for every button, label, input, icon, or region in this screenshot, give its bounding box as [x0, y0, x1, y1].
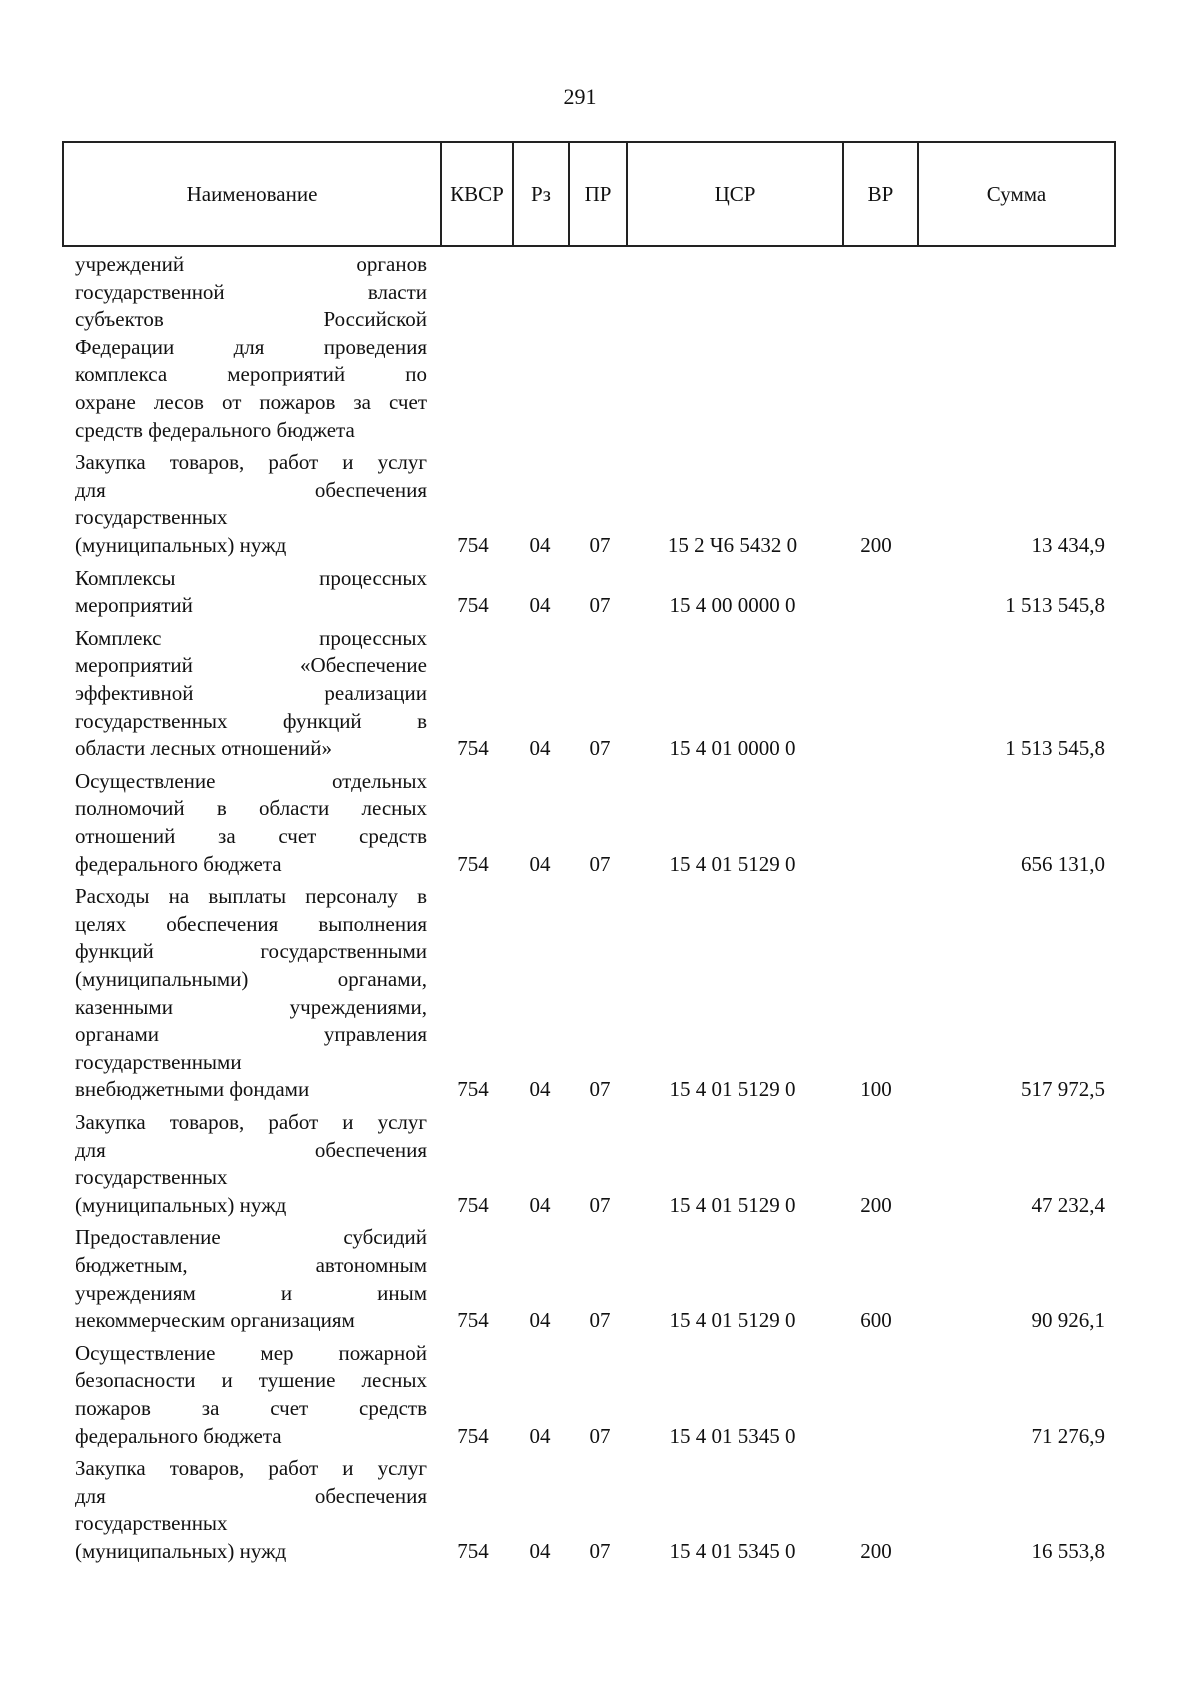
row-name [75, 1340, 427, 1450]
row-name-line: государственных [75, 1511, 228, 1536]
row-name-line: Федерации для проведения [75, 334, 427, 359]
row-name-line: пожаров за счет средств [75, 1395, 427, 1420]
table-row [0, 565, 1200, 620]
cell-rz: 04 [529, 532, 551, 557]
cell-sum: 13 434,9 [1031, 532, 1105, 557]
cell-csr [630, 417, 835, 445]
row-name-line: учреждений органов [75, 252, 427, 276]
cell-vr: 200 [860, 1538, 892, 1563]
row-name-line: Закупка товаров, работ и услуг [75, 450, 427, 475]
cell-pr: 07 [589, 593, 611, 618]
cell-csr: 15 4 01 5129 0 [669, 1308, 796, 1333]
row-name-line: функций государственными [75, 939, 427, 964]
row-name-line: комплекса мероприятий по [75, 362, 427, 387]
cell-vr: 200 [860, 1192, 892, 1217]
table-row [0, 768, 1200, 878]
cell-rz: 04 [529, 1538, 551, 1563]
cell-rz [516, 417, 564, 445]
table-header [62, 141, 1116, 247]
cell-sum: 47 232,4 [1031, 1192, 1105, 1217]
cell-csr: 15 4 01 5129 0 [669, 1077, 796, 1102]
cell-vr [840, 851, 912, 879]
table-row [0, 449, 1200, 559]
row-name-line: безопасности и тушение лесных [75, 1368, 427, 1393]
row-name-line: органами управления [75, 1022, 427, 1047]
cell-sum: 1 513 545,8 [1005, 736, 1105, 761]
cell-sum: 1 513 545,8 [1005, 593, 1105, 618]
cell-pr: 07 [589, 532, 611, 557]
cell-kvsr: 754 [457, 532, 489, 557]
cell-kvsr: 754 [457, 1077, 489, 1102]
cell-kvsr: 754 [457, 1308, 489, 1333]
row-name-line: для обеспечения [75, 1483, 427, 1508]
cell-rz: 04 [529, 736, 551, 761]
cell-vr [840, 592, 912, 620]
cell-rz: 04 [529, 1308, 551, 1333]
row-name-line: федерального бюджета [75, 1423, 282, 1448]
row-name-line: средств федерального бюджета [75, 417, 355, 442]
row-name-line: полномочий в области лесных [75, 796, 427, 821]
cell-csr: 15 4 00 0000 0 [669, 593, 796, 618]
row-name-line: Расходы на выплаты персоналу в [75, 884, 427, 909]
row-name-line: учреждениям и иным [75, 1280, 427, 1305]
row-name-line: для обеспечения [75, 477, 427, 502]
row-name [75, 565, 427, 620]
cell-pr [573, 417, 627, 445]
cell-csr: 15 4 01 0000 0 [669, 736, 796, 761]
table-row [0, 1224, 1200, 1334]
header-pr: ПР [570, 143, 628, 245]
cell-rz: 04 [529, 1192, 551, 1217]
cell-sum [920, 417, 1105, 445]
row-name [75, 625, 427, 763]
row-name-line: Закупка товаров, работ и услуг [75, 1109, 427, 1134]
cell-csr: 15 4 01 5345 0 [669, 1423, 796, 1448]
row-name-line: мероприятий «Обеспечение [75, 653, 427, 678]
cell-sum: 90 926,1 [1031, 1308, 1105, 1333]
cell-sum: 71 276,9 [1031, 1423, 1105, 1448]
row-name-line: государственных функций в [75, 708, 427, 733]
row-name-line: государственных [75, 505, 228, 530]
row-name [75, 251, 427, 444]
row-name-line: некоммерческим организациям [75, 1308, 355, 1333]
cell-kvsr: 754 [457, 1423, 489, 1448]
cell-kvsr: 754 [457, 736, 489, 761]
cell-sum: 656 131,0 [1021, 851, 1105, 876]
header-rz: Рз [514, 143, 570, 245]
table-body [0, 251, 1200, 1571]
cell-csr: 15 4 01 5345 0 [669, 1538, 796, 1563]
cell-rz: 04 [529, 851, 551, 876]
cell-rz: 04 [529, 1423, 551, 1448]
row-name-line: Предоставление субсидий [75, 1225, 427, 1250]
cell-csr: 15 4 01 5129 0 [669, 1192, 796, 1217]
cell-csr: 15 2 Ч6 5432 0 [667, 532, 798, 557]
row-name-line: мероприятий [75, 593, 193, 618]
row-name-line: Комплекс процессных [75, 625, 427, 650]
table-row [0, 625, 1200, 763]
row-name-line: охране лесов от пожаров за счет [75, 389, 427, 414]
cell-vr [840, 735, 912, 763]
row-name [75, 1455, 427, 1565]
row-name-line: государственных [75, 1165, 228, 1190]
cell-pr: 07 [589, 1192, 611, 1217]
table-row [0, 1109, 1200, 1219]
row-name-line: субъектов Российской [75, 307, 427, 332]
cell-vr: 100 [860, 1077, 892, 1102]
header-kvsr: КВСР [442, 143, 514, 245]
row-name-line: Комплексы процессных [75, 565, 427, 590]
row-name-line: (муниципальных) нужд [75, 1538, 287, 1563]
cell-vr: 600 [860, 1308, 892, 1333]
cell-kvsr: 754 [457, 1192, 489, 1217]
header-csr: ЦСР [628, 143, 844, 245]
cell-kvsr: 754 [457, 593, 489, 618]
row-name-line: государственной власти [75, 279, 427, 304]
cell-kvsr: 754 [457, 851, 489, 876]
row-name-line: федерального бюджета [75, 851, 282, 876]
row-name-line: для обеспечения [75, 1137, 427, 1162]
row-name-line: (муниципальных) нужд [75, 532, 287, 557]
row-name-line: Осуществление мер пожарной [75, 1340, 427, 1365]
cell-pr: 07 [589, 1077, 611, 1102]
row-name [75, 449, 427, 559]
row-name-line: (муниципальными) органами, [75, 966, 427, 991]
table-row [0, 1455, 1200, 1565]
row-name-line: отношений за счет средств [75, 823, 427, 848]
cell-kvsr: 754 [457, 1538, 489, 1563]
table-row [0, 1340, 1200, 1450]
row-name-line: Осуществление отдельных [75, 768, 427, 793]
header-name: Наименование [64, 143, 442, 245]
cell-vr [840, 417, 912, 445]
table-row [0, 251, 1200, 444]
cell-rz: 04 [529, 593, 551, 618]
cell-kvsr [447, 417, 499, 445]
cell-csr: 15 4 01 5129 0 [669, 851, 796, 876]
row-name [75, 1224, 427, 1334]
header-vr: ВР [844, 143, 919, 245]
row-name-line: государственными [75, 1049, 242, 1074]
row-name-line: области лесных отношений» [75, 736, 333, 761]
cell-pr: 07 [589, 1423, 611, 1448]
row-name-line: эффективной реализации [75, 680, 427, 705]
header-sum: Сумма [919, 143, 1116, 245]
cell-sum: 16 553,8 [1031, 1538, 1105, 1563]
cell-pr: 07 [589, 851, 611, 876]
table-row [0, 883, 1200, 1104]
cell-sum: 517 972,5 [1021, 1077, 1105, 1102]
cell-vr [840, 1423, 912, 1451]
row-name-line: бюджетным, автономным [75, 1252, 427, 1277]
row-name-line: (муниципальных) нужд [75, 1192, 287, 1217]
row-name [75, 768, 427, 878]
row-name-line: внебюджетными фондами [75, 1077, 310, 1102]
cell-pr: 07 [589, 1538, 611, 1563]
row-name-line: целях обеспечения выполнения [75, 911, 427, 936]
row-name-line: Закупка товаров, работ и услуг [75, 1456, 427, 1481]
page-number: 291 [563, 84, 597, 109]
cell-rz: 04 [529, 1077, 551, 1102]
row-name [75, 883, 427, 1104]
row-name-line: казенными учреждениями, [75, 994, 427, 1019]
cell-vr: 200 [860, 532, 892, 557]
cell-pr: 07 [589, 736, 611, 761]
row-name [75, 1109, 427, 1219]
cell-pr: 07 [589, 1308, 611, 1333]
